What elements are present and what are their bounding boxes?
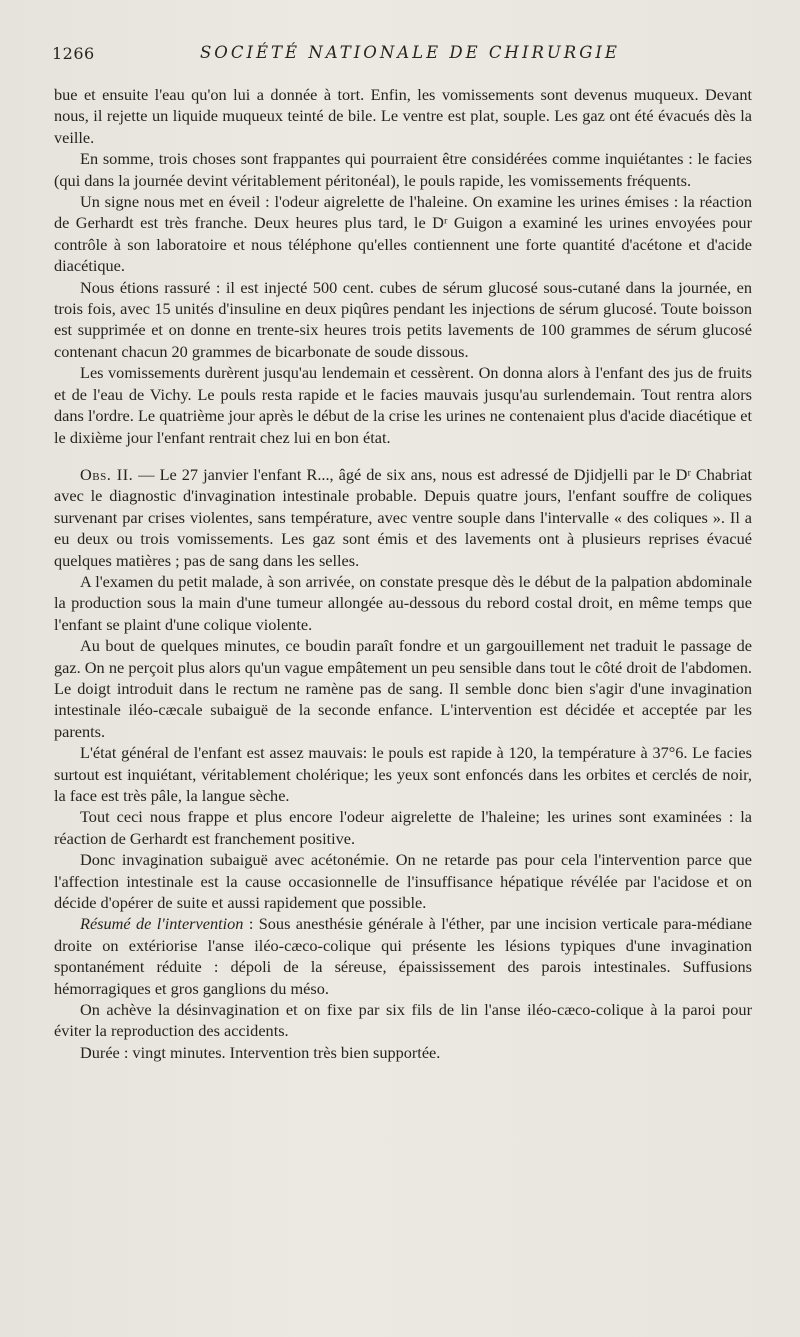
closing-paragraph-2: Durée : vingt minutes. Intervention très bien supportée. <box>80 1042 441 1062</box>
paragraph-2: En somme, trois choses sont frappantes qui pourraient être considérées comme inquiétantes : le facies (qui dans la journée devint véritablement péritonéal), le pouls rapide, les vomissements fréquents. <box>54 149 752 190</box>
observation-intro <box>54 464 752 571</box>
article-body <box>54 84 752 1063</box>
page-header <box>52 40 754 70</box>
observation-paragraph-5: Donc invagination subaiguë avec acétonémie. On ne retarde pas pour cela l'intervention parce que l'affection intestinale est la cause occasionnelle de l'insuffisance hépatique révélée par l'acidose et on décide d'opérer de suite et aussi rapidement que possible. <box>54 850 752 913</box>
intervention-summary <box>54 913 752 999</box>
intervention-summary-text: : Sous anesthésie générale à l'éther, par une incision verticale para-médiane droite on extériorise l'anse iléo-cæco-colique qui présente les lésions typiques d'une invagination spontanément réduite : dépoli de la séreuse, épaississement des parois intestinales. Suffusions hémorragiques et gros ganglions du méso. <box>54 914 752 998</box>
observation-paragraph-2: Au bout de quelques minutes, ce boudin paraît fondre et un gargouillement net traduit le passage de gaz. On ne perçoit plus alors qu'un vague empâtement un peu sensible dans tout le côté droit de l'abdomen. Le doigt introduit dans le rectum ne ramène pas de sang. Il semble donc bien s'agir d'une invagination intestinale iléo-cæcale subaiguë de la seconde enfance. L'intervention est décidée et acceptée par les parents. <box>54 636 752 741</box>
paragraph-1: bue et ensuite l'eau qu'on lui a donnée à tort. Enfin, les vomissements sont devenus muqueux. Devant nous, il rejette un liquide muqueux teinté de bile. Le ventre est plat, souple. Les gaz ont été évacués dès la veille. <box>54 85 752 147</box>
running-head: SOCIÉTÉ NATIONALE DE CHIRURGIE <box>200 43 620 62</box>
observation-paragraph-4: Tout ceci nous frappe et plus encore l'odeur aigrelette de l'haleine; les urines sont examinées : la réaction de Gerhardt est franchement positive. <box>54 807 752 848</box>
paragraph-5: Les vomissements durèrent jusqu'au lendemain et cessèrent. On donna alors à l'enfant des jus de fruits et de l'eau de Vichy. Le pouls resta rapide et le facies mauvais jusqu'au surlendemain. Tout rentra alors dans l'ordre. Le quatrième jour après le début de la crise les urines ne contenaient plus d'acide diacétique et le dixième jour l'enfant rentrait chez lui en bon état. <box>54 363 752 447</box>
observation-paragraph-1: A l'examen du petit malade, à son arrivée, on constate presque dès le début de la palpation abdominale la production sous la main d'une tumeur allongée au-dessous du rebord costal droit, en même temps que l'enfant se plaint d'une colique violente. <box>54 571 752 634</box>
paragraph-3: Un signe nous met en éveil : l'odeur aigrelette de l'haleine. On examine les urines émises : la réaction de Gerhardt est très franche. Deux heures plus tard, le Dʳ Guigon a examiné les urines envoyées pour contrôle à son laboratoire et nous téléphone qu'elles contiennent une forte quantité d'acétone et d'acide diacétique. <box>54 192 752 276</box>
paragraph-4: Nous étions rassuré : il est injecté 500 cent. cubes de sérum glucosé sous-cutané dans la journée, en trois fois, avec 15 unités d'insuline en deux piqûres pendant les injections de sérum glucosé. Toute boisson est supprimée et on donne en trente-six heures trois petits lavements de 100 grammes de sérum glucosé contenant chacun 20 grammes de bicarbonate de soude dissous. <box>54 277 752 361</box>
page-number: 1266 <box>52 44 95 63</box>
observation-intro-text: — Le 27 janvier l'enfant R..., âgé de six ans, nous est adressé de Djidjelli par le Dʳ Chabriat avec le diagnostic d'invagination intestinale probable. Depuis quatre jours, l'enfant souffre de coliques survenant par crises violentes, sans température, avec ventre souple dans l'intervalle « des coliques ». Il a eu deux ou trois vomissements. Les gaz sont émis et des lavements ont à plusieurs reprises évacué quelques matières ; pas de sang dans les selles. <box>54 464 752 570</box>
intervention-summary-label: Résumé de l'intervention <box>80 914 244 934</box>
observation-label: Obs. II. <box>80 464 134 484</box>
observation-paragraph-3: L'état général de l'enfant est assez mauvais: le pouls est rapide à 120, la température à 37°6. Le facies surtout est inquiétant, véritablement cholérique; les yeux sont enfoncés dans les orbites et cerclés de noir, la face est très pâle, la langue sèche. <box>54 743 752 805</box>
closing-paragraph-1: On achève la désinvagination et on fixe par six fils de lin l'anse iléo-cæco-colique à la paroi pour éviter la reproduction des accidents. <box>54 1000 752 1041</box>
